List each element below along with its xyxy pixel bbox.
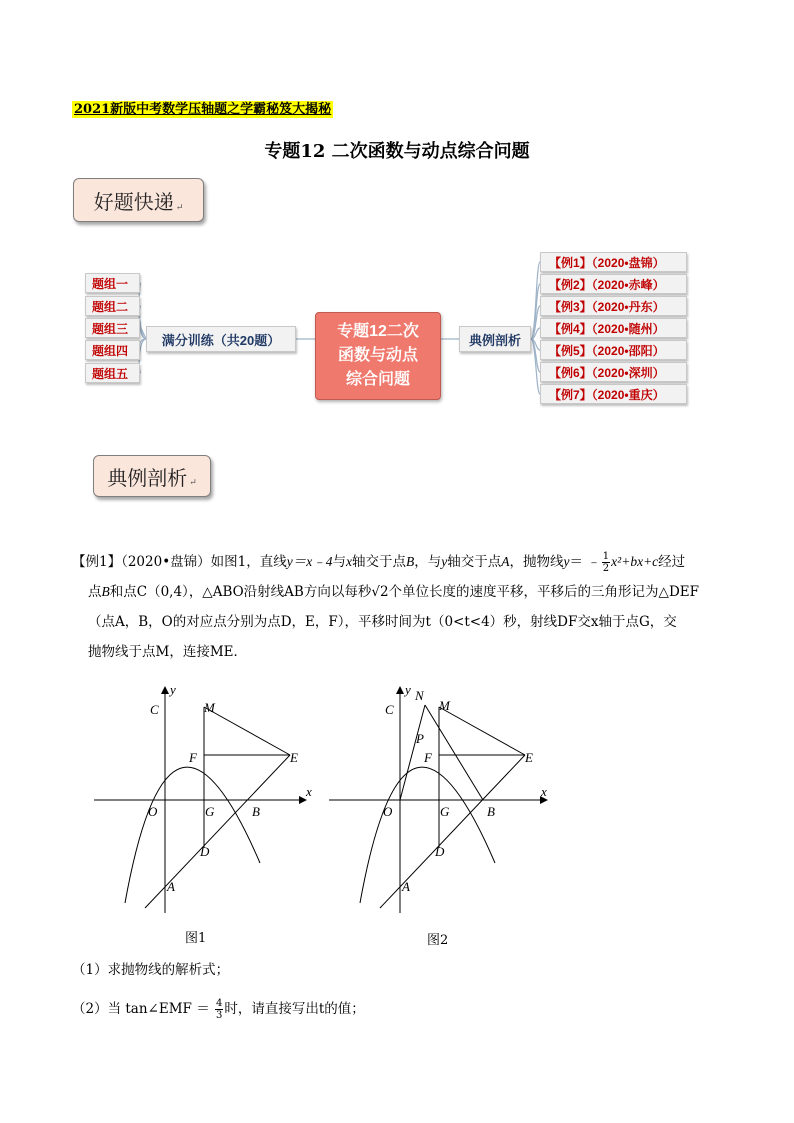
fig2-label-y: y bbox=[405, 683, 411, 697]
fig1-label-B: B bbox=[252, 804, 260, 819]
mindmap-group-item: 题组一 bbox=[85, 273, 140, 293]
problem-statement bbox=[72, 547, 732, 667]
document-title: 专题12 二次函数与动点综合问题 bbox=[264, 141, 530, 162]
fig2-label-B: B bbox=[487, 804, 495, 819]
figure-1-diagram bbox=[90, 683, 320, 918]
fig1-label-O: O bbox=[148, 804, 158, 819]
fig1-label-D: D bbox=[200, 844, 210, 859]
fig1-label-M: M bbox=[204, 700, 215, 715]
mindmap-group-item: 题组五 bbox=[85, 363, 140, 383]
fig1-label-x: x bbox=[306, 784, 312, 799]
series-header-tag: 2021新版中考数学压轴题之学霸秘笈大揭秘 bbox=[74, 102, 332, 117]
mindmap-example-item: 【例4】（2020•随州） bbox=[540, 318, 687, 338]
fig2-label-O: O bbox=[383, 804, 393, 819]
fraction-four-thirds: $\frac{4}{3}$ bbox=[216, 998, 223, 1021]
figure-2-diagram bbox=[325, 683, 555, 918]
section-title-text: 好题快递 bbox=[93, 189, 174, 214]
center-node-line2: 函数与动点 bbox=[337, 347, 418, 364]
fig1-label-y: y bbox=[170, 683, 176, 697]
mindmap-branch-training: 满分训练（共20题） bbox=[146, 326, 296, 352]
fig2-label-A: A bbox=[402, 879, 410, 894]
section-title-example-analysis bbox=[93, 455, 211, 497]
fig2-label-P: P bbox=[416, 731, 424, 746]
mindmap-example-item: 【例1】（2020•盘锦） bbox=[540, 252, 687, 272]
fig2-label-D: D bbox=[435, 844, 445, 859]
figure-2-caption: 图2 bbox=[427, 933, 449, 948]
mindmap-center-node bbox=[315, 312, 441, 400]
fig1-label-G: G bbox=[205, 804, 215, 819]
mindmap-branch-examples: 典例剖析 bbox=[459, 326, 531, 352]
center-node-line1: 专题12二次 bbox=[337, 323, 419, 340]
mindmap-example-item: 【例5】（2020•邵阳） bbox=[540, 340, 687, 360]
section-title-text: 典例剖析 bbox=[107, 465, 188, 490]
fig2-label-E: E bbox=[525, 750, 533, 765]
fig2-label-x: x bbox=[541, 784, 547, 799]
problem-line-4: 抛物线于点M，连接ME． bbox=[88, 644, 248, 660]
fig1-label-E: E bbox=[290, 750, 298, 765]
paragraph-mark-icon: ↵ bbox=[189, 478, 197, 488]
fig2-label-C: C bbox=[385, 702, 394, 717]
fig1-label-F: F bbox=[189, 750, 197, 765]
fig1-label-A: A bbox=[167, 879, 175, 894]
fig1-label-C: C bbox=[150, 702, 159, 717]
mindmap-example-item: 【例2】（2020•赤峰） bbox=[540, 274, 687, 294]
paragraph-mark-icon: ↵ bbox=[175, 203, 184, 213]
fig2-label-N: N bbox=[415, 688, 424, 703]
fig2-label-G: G bbox=[440, 804, 450, 819]
problem-line-1: 【例1】（2020•盘锦）如图1，直线y＝x﹣4与x轴交于点B，与y轴交于点A，抛物线y＝ ﹣ $\frac{1}{2}$ x²+bx+c经过 bbox=[72, 551, 686, 574]
question-1: （1）求抛物线的解析式； bbox=[72, 962, 230, 978]
mindmap-example-item: 【例3】（2020•丹东） bbox=[540, 296, 687, 316]
mindmap-example-item: 【例7】（2020•重庆） bbox=[540, 384, 687, 404]
mindmap-group-item: 题组四 bbox=[85, 340, 140, 360]
fraction-one-half: $\frac{1}{2}$ bbox=[602, 551, 610, 574]
fig2-label-F: F bbox=[424, 750, 432, 765]
mindmap-group-item: 题组三 bbox=[85, 318, 140, 338]
fig2-label-M: M bbox=[439, 698, 450, 713]
figure-1-caption: 图1 bbox=[185, 931, 207, 946]
problem-line-2: 点B和点C（0,4），△ABO沿射线AB方向以每秒√2个单位长度的速度平移，平移后的三角形记为△DEF bbox=[88, 584, 699, 600]
question-2: （2）当 tan∠EMF ＝ $\frac{4}{3}$ 时，请直接写出t的值； bbox=[72, 998, 365, 1021]
mindmap-group-item: 题组二 bbox=[85, 296, 140, 316]
center-node-line3: 综合问题 bbox=[345, 371, 410, 388]
problem-line-3: （点A，B，O的对应点分别为点D，E，F），平移时间为t（0<t<4）秒，射线DF交x轴于点G，交 bbox=[88, 614, 677, 630]
mindmap-example-item: 【例6】（2020•深圳） bbox=[540, 362, 687, 382]
